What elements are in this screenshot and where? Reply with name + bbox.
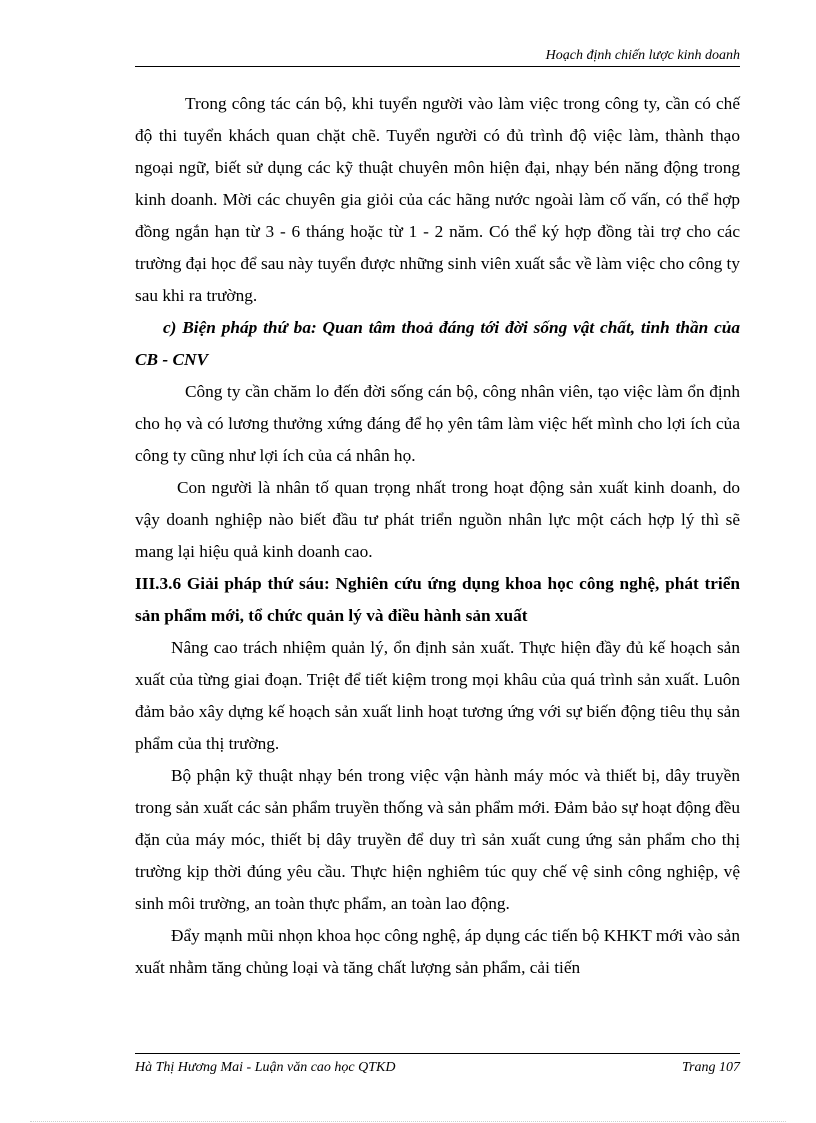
section-heading-solution-six: III.3.6 Giải pháp thứ sáu: Nghiên cứu ứng dụng khoa học công nghệ, phát triển sản phẩm mới, tổ chức quản lý và điều hành sản xuất	[135, 574, 740, 625]
footer-page-number: Trang 107	[682, 1060, 740, 1075]
paragraph-production-management: Nâng cao trách nhiệm quản lý, ổn định sản xuất. Thực hiện đầy đủ kế hoạch sản xuất của từng giai đoạn. Triệt để tiết kiệm trong mọi khâu của quá trình sản xuất. Luôn đảm bảo xây dựng kế hoạch sản xuất linh hoạt tương ứng với sự biến động tiêu thụ sản phẩm của thị trường.	[135, 638, 740, 753]
page-bottom-divider	[30, 1121, 786, 1122]
footer-author: Hà Thị Hương Mai - Luận văn cao học QTKD	[135, 1060, 396, 1075]
header-title: Hoạch định chiến lược kinh doanh	[545, 48, 740, 63]
paragraph-science-technology: Đẩy mạnh mũi nhọn khoa học công nghệ, áp dụng các tiến bộ KHKT mới vào sản xuất nhằm tăng chủng loại và tăng chất lượng sản phẩm, cải tiến	[135, 926, 740, 977]
page-content	[135, 88, 740, 984]
page-footer	[135, 1053, 740, 1084]
subheading-measure-three: c) Biện pháp thứ ba: Quan tâm thoả đáng tới đời sống vật chất, tinh thần của CB - CNV	[135, 318, 740, 369]
page-header	[135, 44, 740, 67]
paragraph-employee-welfare: Công ty cần chăm lo đến đời sống cán bộ, công nhân viên, tạo việc làm ổn định cho họ và có lương thưởng xứng đáng để họ yên tâm làm việc hết mình cho lợi ích của công ty cũng như lợi ích của cá nhân họ.	[135, 382, 740, 465]
paragraph-human-resources: Con người là nhân tố quan trọng nhất trong hoạt động sản xuất kinh doanh, do vậy doanh nghiệp nào biết đầu tư phát triển nguồn nhân lực một cách hợp lý thì sẽ mang lại hiệu quả kinh doanh cao.	[135, 478, 740, 561]
paragraph-technical-department: Bộ phận kỹ thuật nhạy bén trong việc vận hành máy móc và thiết bị, dây truyền trong sản xuất các sản phẩm truyền thống và sản phẩm mới. Đảm bảo sự hoạt động đều đặn của máy móc, thiết bị dây truyền để duy trì sản xuất cung ứng sản phẩm cho thị trường kịp thời đúng yêu cầu. Thực hiện nghiêm túc quy chế vệ sinh công nghiệp, vệ sinh môi trường, an toàn thực phẩm, an toàn lao động.	[135, 766, 740, 913]
paragraph-staff-recruitment: Trong công tác cán bộ, khi tuyển người vào làm việc trong công ty, cần có chế độ thi tuyển khách quan chặt chẽ. Tuyển người có đủ trình độ việc làm, thành thạo ngoại ngữ, biết sử dụng các kỹ thuật chuyên môn hiện đại, nhạy bén năng động trong kinh doanh. Mời các chuyên gia giỏi của các hãng nước ngoài làm cố vấn, có thể hợp đồng ngắn hạn từ 3 - 6 tháng hoặc từ 1 - 2 năm. Có thể ký hợp đồng tài trợ cho các trường đại học để sau này tuyển được những sinh viên xuất sắc về làm việc cho công ty sau khi ra trường.	[135, 94, 740, 305]
